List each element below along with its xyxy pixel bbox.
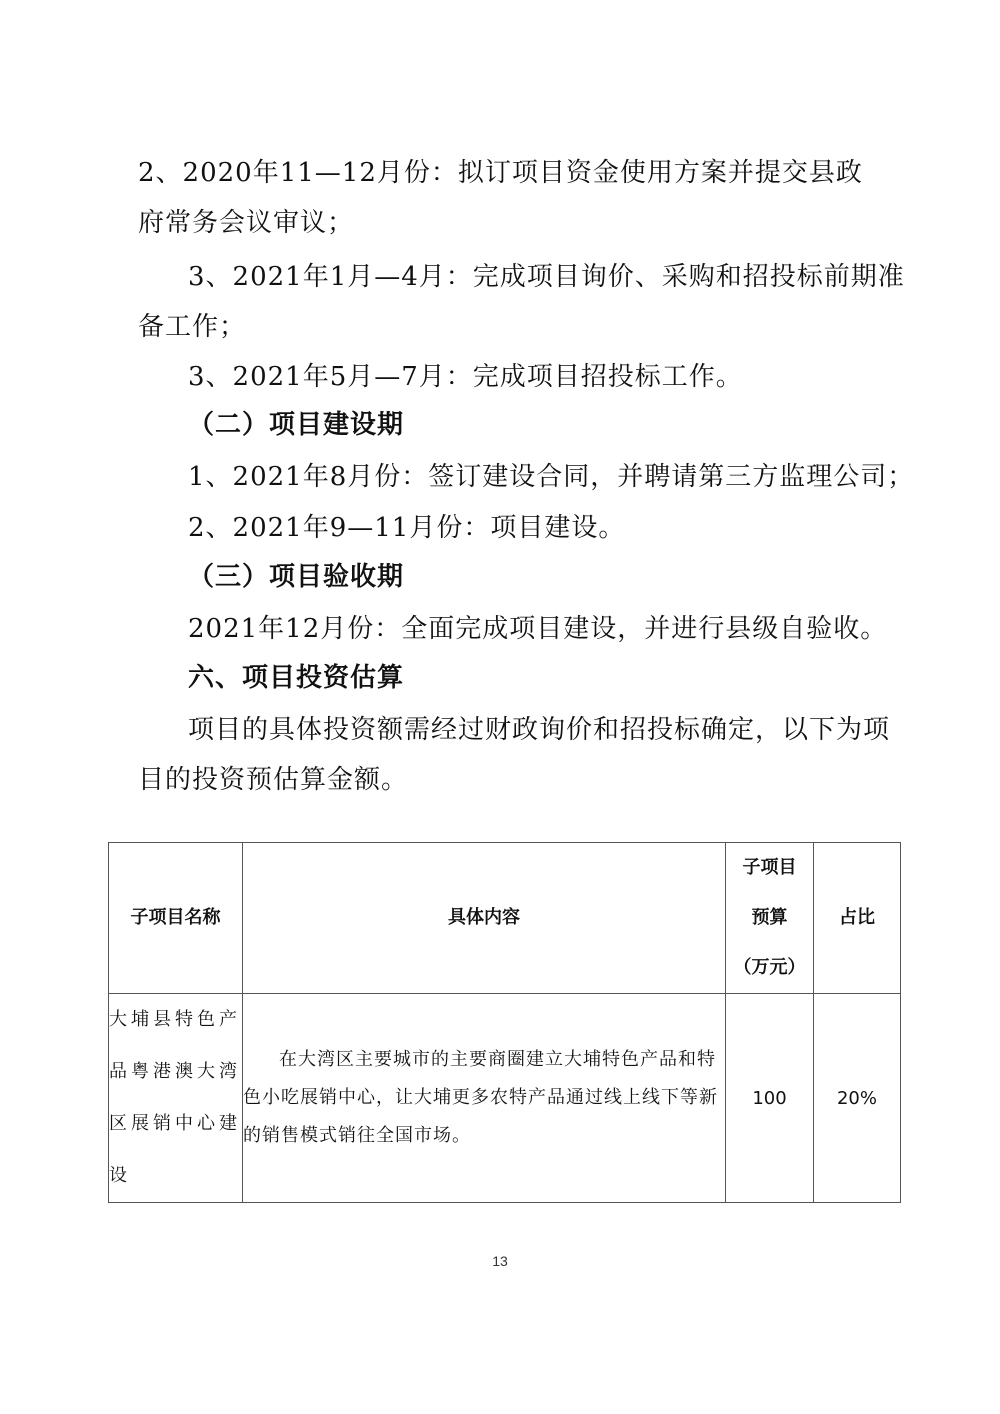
header-content: 具体内容 bbox=[243, 843, 726, 994]
header-budget bbox=[726, 843, 814, 994]
schedule-item-sep-nov-2021: 2、2021年9—11月份：项目建设。 bbox=[188, 513, 626, 543]
investment-intro-cont: 目的投资预估算金额。 bbox=[138, 765, 409, 795]
table-row bbox=[109, 994, 901, 1203]
header-ratio: 占比 bbox=[814, 843, 901, 994]
heading-construction-period: （二）项目建设期 bbox=[188, 410, 405, 440]
cell-ratio: 20% bbox=[814, 994, 901, 1203]
schedule-item-jan-apr-2021-cont: 备工作； bbox=[138, 312, 247, 342]
schedule-item-nov-dec-2020: 2、2020年11—12月份：拟订项目资金使用方案并提交县政 bbox=[138, 158, 863, 188]
schedule-item-may-jul-2021: 3、2021年5月—7月：完成项目招投标工作。 bbox=[188, 362, 743, 392]
investment-intro: 项目的具体投资额需经过财政询价和招投标确定，以下为项 bbox=[188, 715, 891, 745]
header-budget-line2: 预算 bbox=[751, 907, 788, 928]
header-budget-line3: （万元） bbox=[733, 957, 806, 978]
page-number: 13 bbox=[492, 1253, 508, 1269]
header-budget-line1: 子项目 bbox=[742, 857, 797, 878]
table-header-row bbox=[109, 843, 901, 994]
cell-budget: 100 bbox=[726, 994, 814, 1203]
cell-subproject-name: 大埔县特色产品粤港澳大湾区展销中心建设 bbox=[109, 994, 243, 1203]
header-subproject-name: 子项目名称 bbox=[109, 843, 243, 994]
schedule-item-dec-2021: 2021年12月份：全面完成项目建设，并进行县级自验收。 bbox=[188, 614, 888, 644]
schedule-item-nov-dec-2020-cont: 府常务会议审议； bbox=[138, 208, 355, 238]
budget-table bbox=[108, 842, 901, 1203]
cell-content: 在大湾区主要城市的主要商圈建立大埔特色产品和特色小吃展销中心，让大埔更多农特产品通过线上线下等新的销售模式销往全国市场。 bbox=[243, 994, 726, 1203]
heading-investment-estimate: 六、项目投资估算 bbox=[188, 663, 405, 693]
schedule-item-aug-2021: 1、2021年8月份：签订建设合同，并聘请第三方监理公司； bbox=[188, 462, 915, 492]
heading-acceptance-period: （三）项目验收期 bbox=[188, 562, 405, 592]
schedule-item-jan-apr-2021: 3、2021年1月—4月：完成项目询价、采购和招投标前期准 bbox=[188, 262, 905, 292]
